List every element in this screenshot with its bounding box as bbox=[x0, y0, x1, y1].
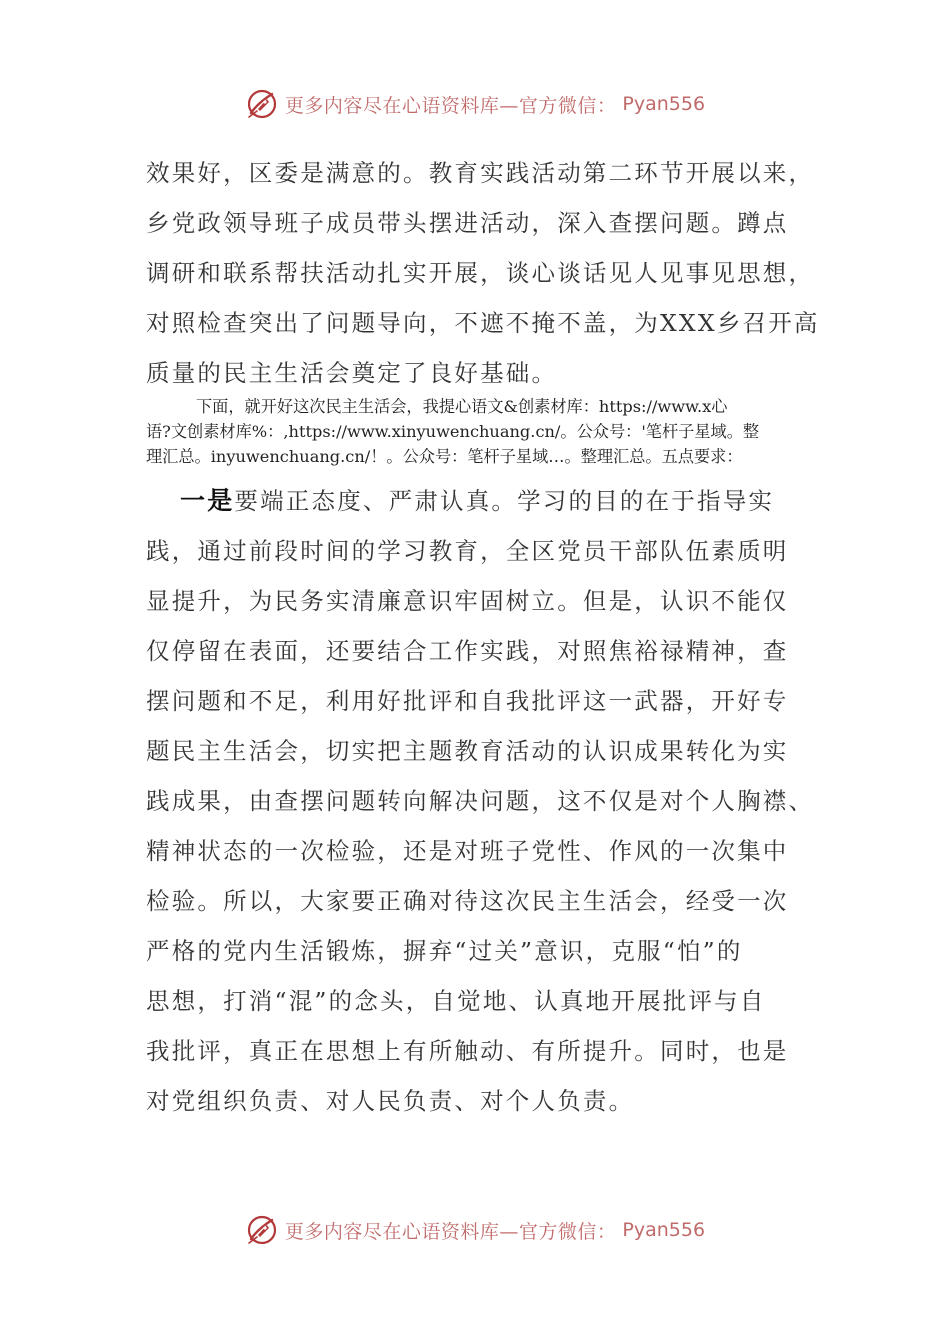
paragraph-2-line: 严格的党内生活锻炼，摒弃“过关”意识，克服“怕”的 bbox=[146, 937, 743, 965]
pen-nib-logo-icon bbox=[245, 1213, 279, 1247]
header-banner bbox=[0, 84, 950, 124]
banner-handle: Pyan556 bbox=[622, 93, 706, 115]
paragraph-2-line: 精神状态的一次检验，还是对班子党性、作风的一次集中 bbox=[146, 837, 789, 865]
paragraph-2-first-line-text: 要端正态度、严肃认真。学习的目的在于指导实 bbox=[234, 487, 775, 515]
paragraph-2-line: 检验。所以，大家要正确对待这次民主生活会，经受一次 bbox=[146, 887, 789, 915]
paragraph-2-line: 践成果，由查摆问题转向解决问题，这不仅是对个人胸襟、 bbox=[146, 787, 815, 815]
inserted-note-line: 语?文创素材库%：,https://www.xinyuwenchuang.cn/。公众号：'笔杆子星域。整 bbox=[146, 422, 760, 441]
paragraph-2-line: 题民主生活会，切实把主题教育活动的认识成果转化为实 bbox=[146, 737, 789, 765]
paragraph-1-line: 对照检查突出了问题导向，不遮不掩不盖，为XXX乡召开高 bbox=[146, 309, 820, 337]
paragraph-1-line: 乡党政领导班子成员带头摆进活动，深入查摆问题。蹲点 bbox=[146, 209, 789, 237]
paragraph-2-first-line bbox=[146, 476, 816, 526]
footer-banner-handle: Pyan556 bbox=[622, 1219, 706, 1241]
pen-nib-logo-icon bbox=[245, 87, 279, 121]
paragraph-2 bbox=[146, 476, 816, 1126]
inserted-note-line: 下面，就开好这次民主生活会，我提心语文&创素材库：https://www.x心 bbox=[196, 397, 728, 416]
paragraph-2-lead: 一是 bbox=[180, 486, 235, 515]
inserted-note bbox=[146, 394, 816, 469]
paragraph-2-line: 显提升，为民务实清廉意识牢固树立。但是，认识不能仅 bbox=[146, 587, 789, 615]
banner-text: 更多内容尽在心语资料库—官方微信： bbox=[284, 94, 617, 117]
paragraph-2-line: 我批评，真正在思想上有所触动、有所提升。同时，也是 bbox=[146, 1037, 789, 1065]
paragraph-1-line: 效果好，区委是满意的。教育实践活动第二环节开展以来， bbox=[146, 159, 815, 187]
inserted-note-line: 理汇总。inyuwenchuang.cn/！。公众号：笔杆子星域…。整理汇总。五点要求： bbox=[146, 447, 743, 466]
footer-banner-text: 更多内容尽在心语资料库—官方微信： bbox=[284, 1220, 617, 1243]
paragraph-2-line: 思想，打消“混”的念头，自觉地、认真地开展批评与自 bbox=[146, 987, 766, 1015]
paragraph-2-line: 对党组织负责、对人民负责、对个人负责。 bbox=[146, 1087, 635, 1115]
footer-banner bbox=[0, 1210, 950, 1250]
paragraph-2-line: 摆问题和不足，利用好批评和自我批评这一武器，开好专 bbox=[146, 687, 789, 715]
paragraph-2-line: 仅停留在表面，还要结合工作实践，对照焦裕禄精神，查 bbox=[146, 637, 789, 665]
paragraph-1-line: 调研和联系帮扶活动扎实开展，谈心谈话见人见事见思想， bbox=[146, 259, 815, 287]
paragraph-2-line: 践，通过前段时间的学习教育，全区党员干部队伍素质明 bbox=[146, 537, 789, 565]
paragraph-1 bbox=[146, 148, 820, 398]
paragraph-1-line: 质量的民主生活会奠定了良好基础。 bbox=[146, 359, 558, 387]
